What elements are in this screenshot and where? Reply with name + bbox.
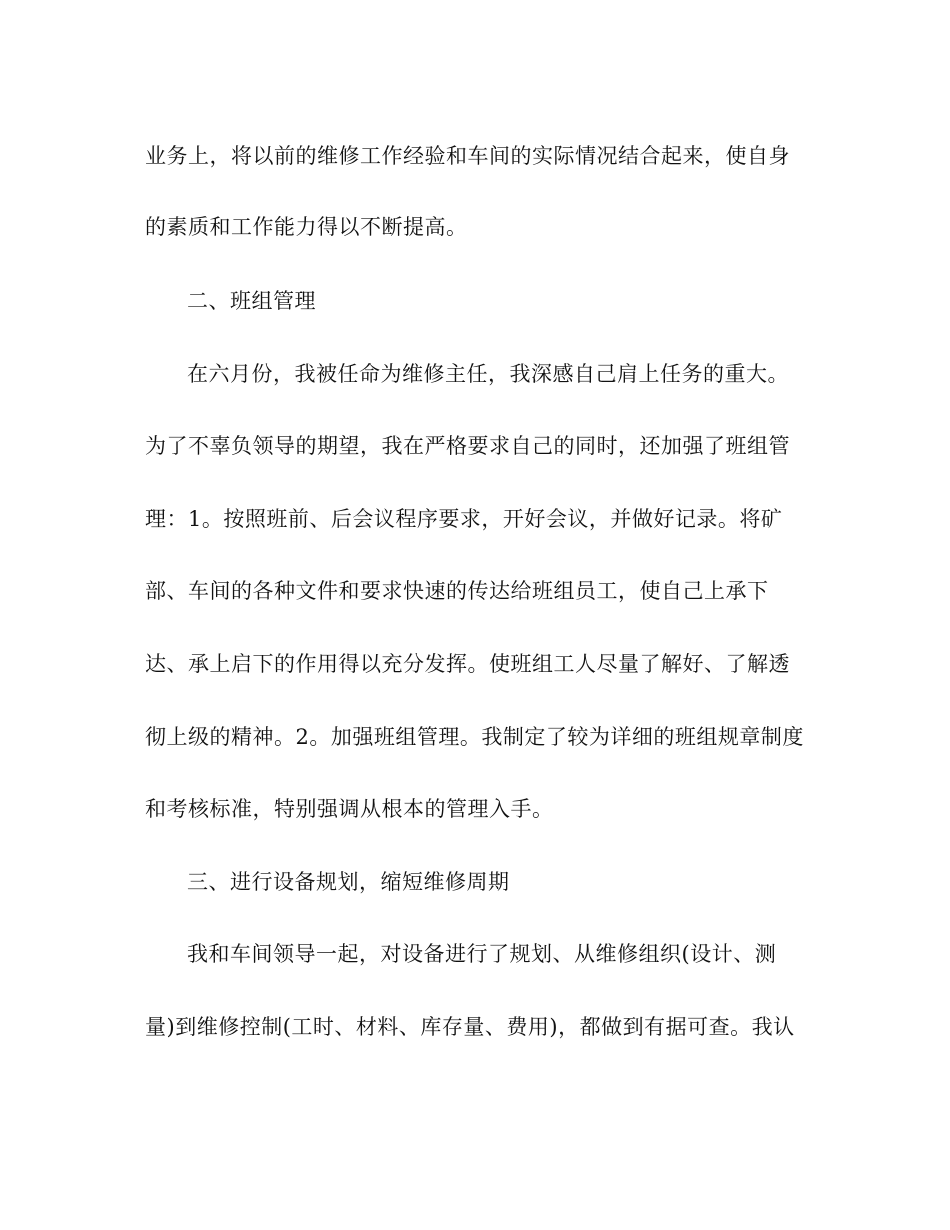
paragraph-line: 理：1。按照班前、后会议程序要求，开好会议，并做好记录。将矿 bbox=[145, 507, 783, 531]
paragraph-line: 的素质和工作能力得以不断提高。 bbox=[145, 215, 468, 239]
paragraph-line: 和考核标准，特别强调从根本的管理入手。 bbox=[145, 797, 554, 821]
paragraph-line: 我和车间领导一起，对设备进行了规划、从维修组织(设计、测 bbox=[187, 942, 777, 966]
paragraph-line: 达、承上启下的作用得以充分发挥。使班组工人尽量了解好、了解透 bbox=[145, 652, 790, 676]
paragraph-line: 为了不辜负领导的期望，我在严格要求自己的同时，还加强了班组管 bbox=[145, 434, 790, 458]
paragraph-line: 彻上级的精神。2。加强班组管理。我制定了较为详细的班组规章制度 bbox=[145, 725, 804, 749]
paragraph-line: 部、车间的各种文件和要求快速的传达给班组员工，使自己上承下 bbox=[145, 579, 769, 603]
paragraph-line: 在六月份，我被任命为维修主任，我深感自己肩上任务的重大。 bbox=[187, 362, 789, 386]
paragraph-line: 业务上，将以前的维修工作经验和车间的实际情况结合起来，使自身 bbox=[145, 144, 790, 168]
paragraph-line: 量)到维修控制(工时、材料、库存量、费用)，都做到有据可查。我认 bbox=[145, 1015, 795, 1039]
section-heading: 三、进行设备规划，缩短维修周期 bbox=[187, 870, 510, 894]
section-heading: 二、班组管理 bbox=[187, 289, 316, 313]
